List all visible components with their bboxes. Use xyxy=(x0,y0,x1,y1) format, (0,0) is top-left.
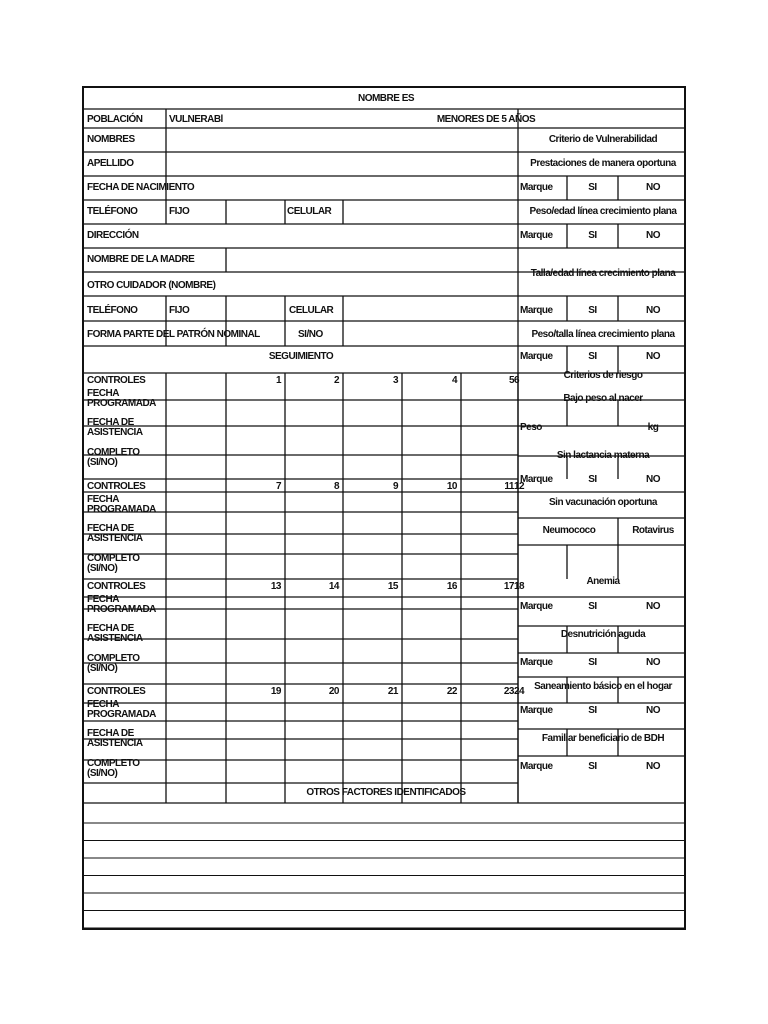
si-label-anemia: SI xyxy=(588,601,597,612)
control-number: 5 xyxy=(508,375,514,386)
control-number: 4 xyxy=(451,375,457,386)
control-number: 16 xyxy=(446,581,457,592)
familiar-bdh: Familiar beneficiario de BDH xyxy=(541,733,665,744)
control-number: 15 xyxy=(387,581,398,592)
peso-label: Peso xyxy=(520,422,542,433)
fecha-nacimiento-label: FECHA DE NACIMIENTO xyxy=(87,182,195,193)
marque-label-talla-edad: Marque xyxy=(520,305,553,316)
criterios-riesgo: Criterios de riesgo xyxy=(563,370,643,381)
completo-label: COMPLETO (SI/NO) xyxy=(87,447,140,468)
marque-label-saneamiento: Marque xyxy=(520,705,553,716)
desnutricion: Desnutrición aguda xyxy=(560,629,646,640)
fijo-label: FIJO xyxy=(169,206,190,217)
seguimiento-label: SEGUIMIENTO xyxy=(268,351,334,362)
control-number: 17 xyxy=(503,581,514,592)
control-number: 6 xyxy=(514,375,520,386)
sino-label: SI/NO xyxy=(298,329,323,340)
poblacion-value: VULNERABl xyxy=(169,114,223,125)
si-label-peso-edad: SI xyxy=(588,230,597,241)
no-label-saneamiento: NO xyxy=(646,705,660,716)
fecha-asistencia-label: FECHA DE ASISTENCIA xyxy=(87,417,143,438)
fecha-asistencia-label: FECHA DE ASISTENCIA xyxy=(87,623,143,644)
marque-label-peso-edad: Marque xyxy=(520,230,553,241)
fecha-asistencia-label: FECHA DE ASISTENCIA xyxy=(87,523,143,544)
control-number: 24 xyxy=(514,686,525,697)
no-label-talla-edad: NO xyxy=(646,305,660,316)
control-number: 8 xyxy=(333,481,339,492)
anemia: Anemia xyxy=(586,576,620,587)
si-label-desnutricion: SI xyxy=(588,657,597,668)
saneamiento: Saneamiento básico en el hogar xyxy=(534,681,672,692)
apellido-label: APELLIDO xyxy=(87,158,134,169)
criterio-vulnerabilidad: Criterio de Vulnerabilidad xyxy=(548,134,658,145)
si-label-prestaciones: SI xyxy=(588,182,597,193)
completo-label: COMPLETO (SI/NO) xyxy=(87,553,140,574)
marque-label-anemia: Marque xyxy=(520,601,553,612)
control-number: 13 xyxy=(270,581,281,592)
control-number: 22 xyxy=(446,686,457,697)
peso-talla: Peso/talla línea crecimiento plana xyxy=(531,329,675,340)
control-number: 20 xyxy=(328,686,339,697)
form-title: NOMBRE ES xyxy=(357,93,415,104)
direccion-label: DIRECCIÓN xyxy=(87,230,139,241)
patron-label: FORMA PARTE DEL PATRÓN NOMINAL xyxy=(87,329,260,340)
control-number: 3 xyxy=(392,375,398,386)
kg-label: kg xyxy=(647,422,659,433)
control-number: 11 xyxy=(504,481,514,492)
no-label-familiar-bdh: NO xyxy=(646,761,660,772)
fecha-programada-label: FECHA PROGRAMADA xyxy=(87,594,156,615)
control-number: 7 xyxy=(275,481,281,492)
no-label-peso-edad: NO xyxy=(646,230,660,241)
control-number: 21 xyxy=(387,686,398,697)
control-number: 14 xyxy=(328,581,339,592)
control-number: 19 xyxy=(270,686,281,697)
sin-lactancia: Sin lactancia materna xyxy=(556,450,650,461)
si-label-sin-lactancia: SI xyxy=(588,474,597,485)
si-label-peso-talla: SI xyxy=(588,351,597,362)
marque-label-desnutricion: Marque xyxy=(520,657,553,668)
fecha-programada-label: FECHA PROGRAMADA xyxy=(87,494,156,515)
prestaciones: Prestaciones de manera oportuna xyxy=(530,158,676,169)
telefono-label-2: TELÉFONO xyxy=(87,305,138,316)
completo-label: COMPLETO (SI/NO) xyxy=(87,653,140,674)
neumococo: Neumococo xyxy=(542,525,596,536)
marque-label-sin-lactancia: Marque xyxy=(520,474,553,485)
control-number: 9 xyxy=(392,481,398,492)
completo-label: COMPLETO (SI/NO) xyxy=(87,758,140,779)
nombre-madre-label: NOMBRE DE LA MADRE xyxy=(87,254,195,265)
vulnerability-form xyxy=(82,86,686,930)
controles-label: CONTROLES xyxy=(87,581,146,592)
bajo-peso: Bajo peso al nacer xyxy=(563,393,643,404)
control-number: 23 xyxy=(503,686,514,697)
celular-label: CELULAR xyxy=(287,206,332,217)
control-number: 2 xyxy=(333,375,339,386)
control-number: 18 xyxy=(514,581,525,592)
si-label-talla-edad: SI xyxy=(588,305,597,316)
nombres-label: NOMBRES xyxy=(87,134,135,145)
marque-label-prestaciones: Marque xyxy=(520,182,553,193)
fecha-programada-label: FECHA PROGRAMADA xyxy=(87,699,156,720)
si-label-familiar-bdh: SI xyxy=(588,761,597,772)
fecha-programada-label: FECHA PROGRAMADA xyxy=(87,388,156,409)
celular-label-2: CELULAR xyxy=(289,305,334,316)
marque-label-peso-talla: Marque xyxy=(520,351,553,362)
telefono-label: TELÉFONO xyxy=(87,206,138,217)
no-label-sin-lactancia: NO xyxy=(646,474,660,485)
no-label-desnutricion: NO xyxy=(646,657,660,668)
marque-label-familiar-bdh: Marque xyxy=(520,761,553,772)
no-label-peso-talla: NO xyxy=(646,351,660,362)
si-label-saneamiento: SI xyxy=(588,705,597,716)
talla-edad: Talla/edad línea crecimiento plana xyxy=(530,268,676,279)
control-number: 10 xyxy=(446,481,457,492)
otros-factores-label: OTROS FACTORES IDENTIFICADOS xyxy=(306,787,466,798)
controles-label: CONTROLES xyxy=(87,481,146,492)
sin-vacunacion: Sin vacunación oportuna xyxy=(549,497,657,508)
control-number: 12 xyxy=(514,481,525,492)
controles-label: CONTROLES xyxy=(87,686,146,697)
menores-label: MENORES DE 5 AÑOS xyxy=(436,114,536,125)
otro-cuidador-label: OTRO CUIDADOR (NOMBRE) xyxy=(87,280,216,291)
fijo-label-2: FIJO xyxy=(169,305,190,316)
peso-edad: Peso/edad línea crecimiento plana xyxy=(529,206,677,217)
controles-label: CONTROLES xyxy=(87,375,146,386)
fecha-asistencia-label: FECHA DE ASISTENCIA xyxy=(87,728,143,749)
no-label-prestaciones: NO xyxy=(646,182,660,193)
rotavirus: Rotavirus xyxy=(632,525,674,536)
no-label-anemia: NO xyxy=(646,601,660,612)
poblacion-label: POBLACIÓN xyxy=(87,114,143,125)
control-number: 1 xyxy=(275,375,281,386)
